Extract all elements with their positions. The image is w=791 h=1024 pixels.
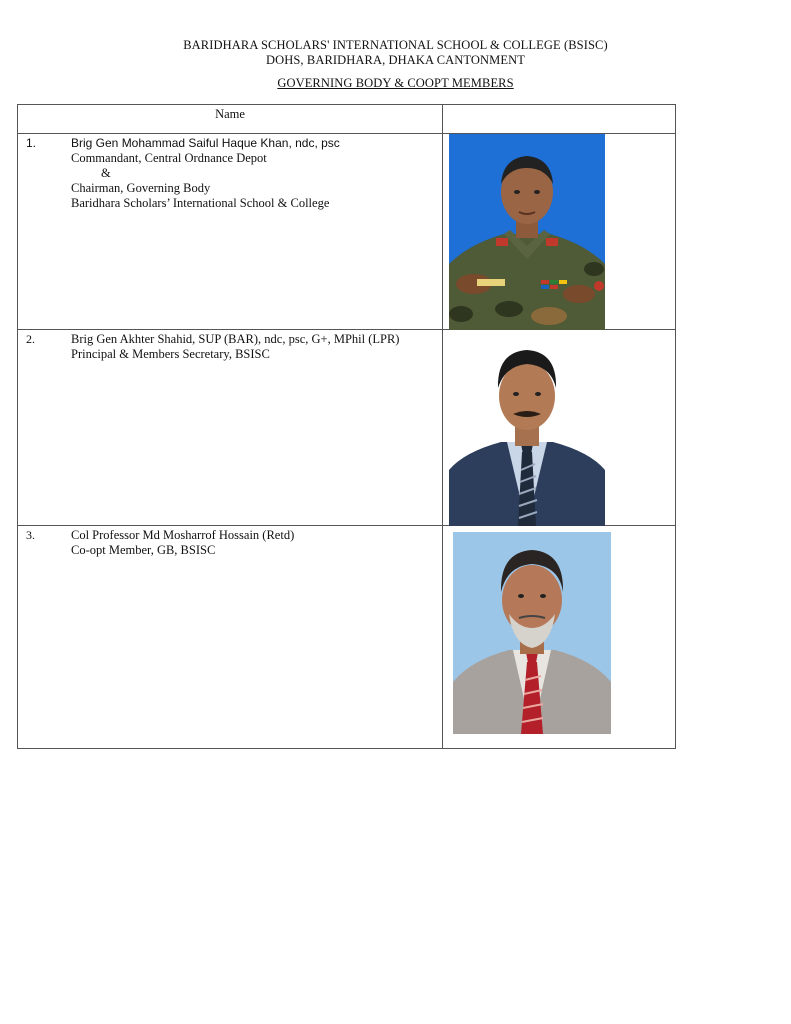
document-title: GOVERNING BODY & COOPT MEMBERS xyxy=(277,76,514,90)
member-info-cell xyxy=(18,330,443,526)
member-photo xyxy=(449,134,605,330)
ampersand-line: & xyxy=(101,166,111,180)
member-designation: Baridhara Scholars’ International School & College xyxy=(71,196,330,210)
member-info-cell xyxy=(18,526,443,749)
member-photo xyxy=(453,532,611,734)
member-info-cell xyxy=(18,134,443,330)
member-name: Brig Gen Akhter Shahid, SUP (BAR), ndc, psc, G+, MPhil (LPR) xyxy=(71,332,400,346)
member-name: Col Professor Md Mosharrof Hossain (Retd) xyxy=(71,528,295,542)
member-designation: Co-opt Member, GB, BSISC xyxy=(71,543,216,557)
member-designation: Commandant, Central Ordnance Depot xyxy=(71,151,267,165)
member-number: 2. xyxy=(26,332,35,346)
table-row xyxy=(18,526,676,749)
members-table xyxy=(17,104,676,749)
photo-column-header xyxy=(443,105,676,134)
member-photo xyxy=(449,330,605,526)
member-photo-cell xyxy=(443,134,676,330)
table-header-row xyxy=(18,105,676,134)
table-row xyxy=(18,330,676,526)
school-name-heading: BARIDHARA SCHOLARS' INTERNATIONAL SCHOOL & COLLEGE (BSISC) xyxy=(183,38,608,52)
table-row xyxy=(18,134,676,330)
member-number: 3. xyxy=(26,528,35,542)
member-designation: Principal & Members Secretary, BSISC xyxy=(71,347,270,361)
name-column-header: Name xyxy=(18,105,443,134)
member-designation: Chairman, Governing Body xyxy=(71,181,211,195)
member-name: Brig Gen Mohammad Saiful Haque Khan, ndc, psc xyxy=(71,136,340,150)
member-photo-cell xyxy=(443,330,676,526)
member-number: 1. xyxy=(26,136,37,150)
school-address-heading: DOHS, BARIDHARA, DHAKA CANTONMENT xyxy=(266,53,525,67)
member-photo-cell xyxy=(443,526,676,749)
